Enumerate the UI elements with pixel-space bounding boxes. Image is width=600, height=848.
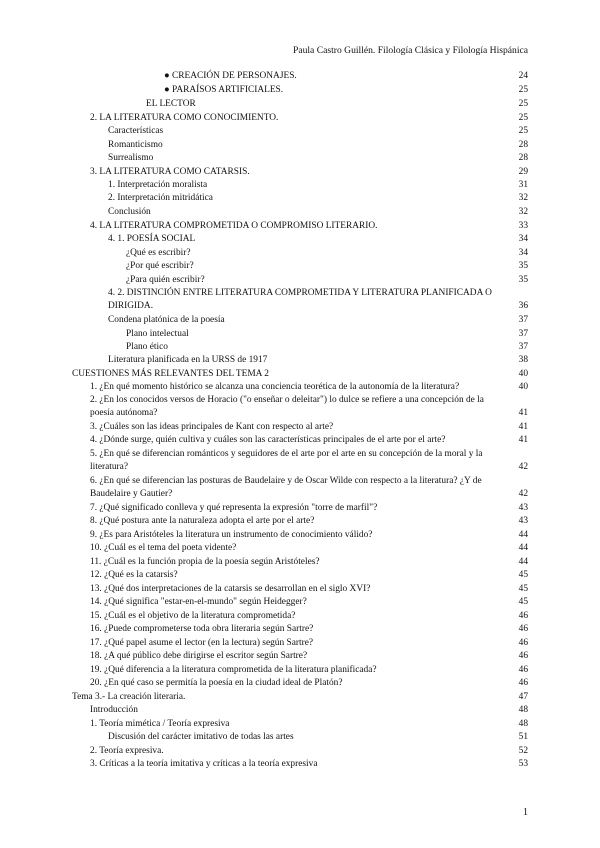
toc-entry-page: 25 xyxy=(518,99,528,109)
toc-entry-title: 1. Interpretación moralista xyxy=(108,180,208,190)
toc-entry-page: 38 xyxy=(518,355,528,365)
toc-entry-page: 53 xyxy=(518,759,528,769)
toc-entry-page: 40 xyxy=(518,382,528,392)
toc-entry[interactable] xyxy=(90,637,528,649)
toc-entry-title: ● PARAÍSOS ARTIFICIALES. xyxy=(164,85,284,95)
toc-entry-page: 40 xyxy=(518,369,528,379)
toc-entry[interactable] xyxy=(90,448,528,460)
toc-entry[interactable] xyxy=(90,166,528,178)
toc-entry-title: Discusión del carácter imitativo de todas las artes xyxy=(108,732,294,742)
toc-entry-page: 43 xyxy=(518,516,528,526)
toc-entry-page: 46 xyxy=(518,611,528,621)
toc-entry-page: 25 xyxy=(518,126,528,136)
toc-entry-title: Plano intelectual xyxy=(126,329,189,339)
toc-entry-page: 44 xyxy=(518,557,528,567)
toc-entry-title: ¿Por qué escribir? xyxy=(126,261,194,271)
toc-entry-page: 31 xyxy=(518,180,528,190)
toc-entry[interactable] xyxy=(90,542,528,554)
page-header: Paula Castro Guillén. Filología Clásica y Filología Hispánica xyxy=(292,45,528,56)
toc-entry-page: 43 xyxy=(518,503,528,513)
toc-entry[interactable] xyxy=(90,502,528,514)
toc-entry[interactable] xyxy=(90,488,528,500)
toc-entry[interactable] xyxy=(90,529,528,541)
toc-entry-title: 16. ¿Puede comprometerse toda obra literaria según Sartre? xyxy=(90,624,314,634)
toc-entry[interactable] xyxy=(108,314,528,326)
toc-entry-title: 18. ¿A qué público debe dirigirse el escritor según Sartre? xyxy=(90,651,308,661)
toc-entry-page: 35 xyxy=(518,275,528,285)
toc-entry-title: 11. ¿Cuál es la función propia de la poesía según Aristóteles? xyxy=(90,557,320,567)
toc-entry-title: 3. ¿Cuáles son las ideas principales de Kant con respecto al arte? xyxy=(90,422,334,432)
toc-entry-title: CUESTIONES MÁS RELEVANTES DEL TEMA 2 xyxy=(72,369,269,379)
toc-entry[interactable] xyxy=(90,394,528,406)
toc-entry-title: Literatura planificada en la URSS de 1917 xyxy=(108,355,268,365)
toc-entry-page: 47 xyxy=(518,692,528,702)
toc-entry-page: 37 xyxy=(518,329,528,339)
toc-entry[interactable] xyxy=(126,274,528,286)
toc-entry[interactable] xyxy=(108,179,528,191)
toc-entry-page: 29 xyxy=(518,167,528,177)
toc-entry-title: ¿Qué es escribir? xyxy=(126,248,191,258)
toc-entry[interactable] xyxy=(90,407,528,419)
toc-entry-title: 20. ¿En qué caso se permitía la poesía en la ciudad ideal de Platón? xyxy=(90,678,343,688)
toc-entry-title: 9. ¿Es para Aristóteles la literatura un instrumento de conocimiento válido? xyxy=(90,530,373,540)
toc-entry-page: 25 xyxy=(518,113,528,123)
toc-entry[interactable] xyxy=(90,610,528,622)
toc-entry-title: ¿Para quién escribir? xyxy=(126,275,205,285)
toc-entry-title: 2. Teoría expresiva. xyxy=(90,746,164,756)
toc-entry[interactable] xyxy=(108,152,528,164)
toc-entry-page: 42 xyxy=(518,462,528,472)
toc-entry-page: 36 xyxy=(518,301,528,311)
toc-entry-page: 52 xyxy=(518,746,528,756)
toc-entry-page: 45 xyxy=(518,570,528,580)
toc-entry-title: 4. ¿Dónde surge, quién cultiva y cuáles son las características principales de el arte por el arte? xyxy=(90,435,446,445)
toc-entry[interactable] xyxy=(72,691,528,703)
toc-entry-page: 48 xyxy=(518,705,528,715)
toc-entry[interactable] xyxy=(90,569,528,581)
toc-entry[interactable] xyxy=(164,84,528,96)
toc-entry-title: Condena platónica de la poesía xyxy=(108,315,225,325)
toc-entry-title: Conclusión xyxy=(108,207,151,217)
toc-entry-title: Plano ético xyxy=(126,342,168,352)
toc-entry[interactable] xyxy=(108,125,528,137)
toc-entry[interactable] xyxy=(126,341,528,353)
toc-entry-page: 46 xyxy=(518,651,528,661)
toc-entry-title: 17. ¿Qué papel asume el lector (en la lectura) según Sartre? xyxy=(90,638,314,648)
toc-entry[interactable] xyxy=(90,596,528,608)
toc-entry[interactable] xyxy=(90,421,528,433)
toc-entry-title: 4. LA LITERATURA COMPROMETIDA O COMPROMISO LITERARIO. xyxy=(90,221,378,231)
toc-entry[interactable] xyxy=(108,354,528,366)
toc-entry-page: 35 xyxy=(518,261,528,271)
toc-entry[interactable] xyxy=(108,233,528,245)
toc-entry-page: 33 xyxy=(518,221,528,231)
toc-entry-title: EL LECTOR xyxy=(146,99,196,109)
toc-entry-page: 44 xyxy=(518,543,528,553)
toc-entry-title: 14. ¿Qué significa "estar-en-el-mundo" según Heidegger? xyxy=(90,597,307,607)
toc-entry[interactable] xyxy=(126,260,528,272)
toc-entry-title: Baudelaire y Gautier? xyxy=(90,489,173,499)
toc-entry-title: 2. Interpretación mitridática xyxy=(108,193,213,203)
toc-entry[interactable] xyxy=(90,745,528,757)
toc-entry[interactable] xyxy=(90,677,528,689)
toc-entry-title: 13. ¿Qué dos interpretaciones de la catarsis se desarrollan en el siglo XVI? xyxy=(90,584,371,594)
toc-entry[interactable] xyxy=(90,434,528,446)
toc-entry-page: 37 xyxy=(518,342,528,352)
toc-entry-title: 4. 1. POESÍA SOCIAL xyxy=(108,234,196,244)
toc-entry[interactable] xyxy=(90,475,528,487)
toc-entry-title: 12. ¿Qué es la catarsis? xyxy=(90,570,178,580)
toc-entry-page: 24 xyxy=(518,71,528,81)
toc-entry-title: 5. ¿En qué se diferencian románticos y seguidores de el arte por el arte en su concepción de la moral y la xyxy=(90,449,483,459)
toc-entry-page: 25 xyxy=(518,85,528,95)
toc-entry-page: 41 xyxy=(518,408,528,418)
toc-entry[interactable] xyxy=(72,368,528,380)
toc-entry-title: 2. ¿En los conocidos versos de Horacio ("o enseñar o deleitar") lo dulce se refiere a una concepción de la xyxy=(90,395,484,405)
toc-entry-title: 1. ¿En qué momento histórico se alcanza una conciencia teorética de la autonomía de la literatura? xyxy=(90,382,460,392)
toc-entry-title: 4. 2. DISTINCIÓN ENTRE LITERATURA COMPROMETIDA Y LITERATURA PLANIFICADA O xyxy=(108,288,492,298)
toc-entry-title: 3. Críticas a la teoría imitativa y críticas a la teoría expresiva xyxy=(90,759,318,769)
toc-entry-page: 46 xyxy=(518,624,528,634)
toc-entry-page: 46 xyxy=(518,638,528,648)
toc-entry-page: 28 xyxy=(518,153,528,163)
toc-entry-page: 32 xyxy=(518,193,528,203)
toc-entry-page: 48 xyxy=(518,719,528,729)
toc-entry[interactable] xyxy=(90,112,528,124)
toc-entry[interactable] xyxy=(164,70,528,82)
toc-entry-title: literatura? xyxy=(90,462,128,472)
toc-entry-page: 41 xyxy=(518,435,528,445)
toc-entry-title: 15. ¿Cuál es el objetivo de la literatura comprometida? xyxy=(90,611,296,621)
toc-entry-title: 6. ¿En qué se diferencian las posturas de Baudelaire y de Oscar Wilde con respecto a la literatura? ¿Y de xyxy=(90,476,482,486)
toc-entry[interactable] xyxy=(108,731,528,743)
toc-entry-page: 32 xyxy=(518,207,528,217)
toc-entry-page: 37 xyxy=(518,315,528,325)
toc-entry[interactable] xyxy=(90,650,528,662)
toc-entry-page: 34 xyxy=(518,234,528,244)
toc-entry-title: Surrealismo xyxy=(108,153,154,163)
toc-entry-page: 45 xyxy=(518,597,528,607)
toc-entry-page: 45 xyxy=(518,584,528,594)
toc-entry[interactable] xyxy=(90,758,528,770)
toc-entry[interactable] xyxy=(108,206,528,218)
toc-entry-title: Romanticismo xyxy=(108,140,163,150)
toc-entry[interactable] xyxy=(90,704,528,716)
toc-entry[interactable] xyxy=(90,623,528,635)
toc-entry-title: 7. ¿Qué significado conlleva y qué representa la expresión "torre de marfil"? xyxy=(90,503,378,513)
toc-entry[interactable] xyxy=(90,718,528,730)
toc-entry-page: 42 xyxy=(518,489,528,499)
toc-entry-title: Tema 3.- La creación literaria. xyxy=(72,692,186,702)
toc-entry-title: DIRIGIDA. xyxy=(108,301,154,311)
toc-entry[interactable] xyxy=(126,247,528,259)
toc-entry[interactable] xyxy=(90,583,528,595)
toc-entry-page: 46 xyxy=(518,678,528,688)
toc-entry-title: Características xyxy=(108,126,164,136)
toc-entry[interactable] xyxy=(108,139,528,151)
toc-entry-title: 3. LA LITERATURA COMO CATARSIS. xyxy=(90,167,250,177)
page-number: 1 xyxy=(523,807,528,818)
toc-entry-title: 19. ¿Qué diferencia a la literatura comprometida de la literatura planificada? xyxy=(90,665,377,675)
toc-entry-title: 10. ¿Cuál es el tema del poeta vidente? xyxy=(90,543,237,553)
toc-entry[interactable] xyxy=(90,461,528,473)
toc-entry[interactable] xyxy=(90,664,528,676)
toc-entry[interactable] xyxy=(90,556,528,568)
toc-entry-page: 41 xyxy=(518,422,528,432)
toc-entry-page: 51 xyxy=(518,732,528,742)
toc-entry-page: 44 xyxy=(518,530,528,540)
toc-entry[interactable] xyxy=(90,220,528,232)
toc-entry-page: 28 xyxy=(518,140,528,150)
toc-entry-page: 46 xyxy=(518,665,528,675)
toc-entry[interactable] xyxy=(126,328,528,340)
toc-entry-title: 1. Teoría mimética / Teoría expresiva xyxy=(90,719,230,729)
toc-entry-title: 8. ¿Qué postura ante la naturaleza adopta el arte por el arte? xyxy=(90,516,315,526)
toc-entry[interactable] xyxy=(90,381,528,393)
toc-entry[interactable] xyxy=(108,287,528,299)
toc-entry-title: 2. LA LITERATURA COMO CONOCIMIENTO. xyxy=(90,113,279,123)
toc-entry[interactable] xyxy=(146,98,528,110)
toc-entry[interactable] xyxy=(108,300,528,312)
toc-entry[interactable] xyxy=(108,192,528,204)
toc-entry[interactable] xyxy=(90,515,528,527)
toc-entry-page: 34 xyxy=(518,248,528,258)
toc-entry-title: poesía autónoma? xyxy=(90,408,158,418)
toc-entry-title: ● CREACIÓN DE PERSONAJES. xyxy=(164,71,297,81)
toc-entry-title: Introducción xyxy=(90,705,138,715)
